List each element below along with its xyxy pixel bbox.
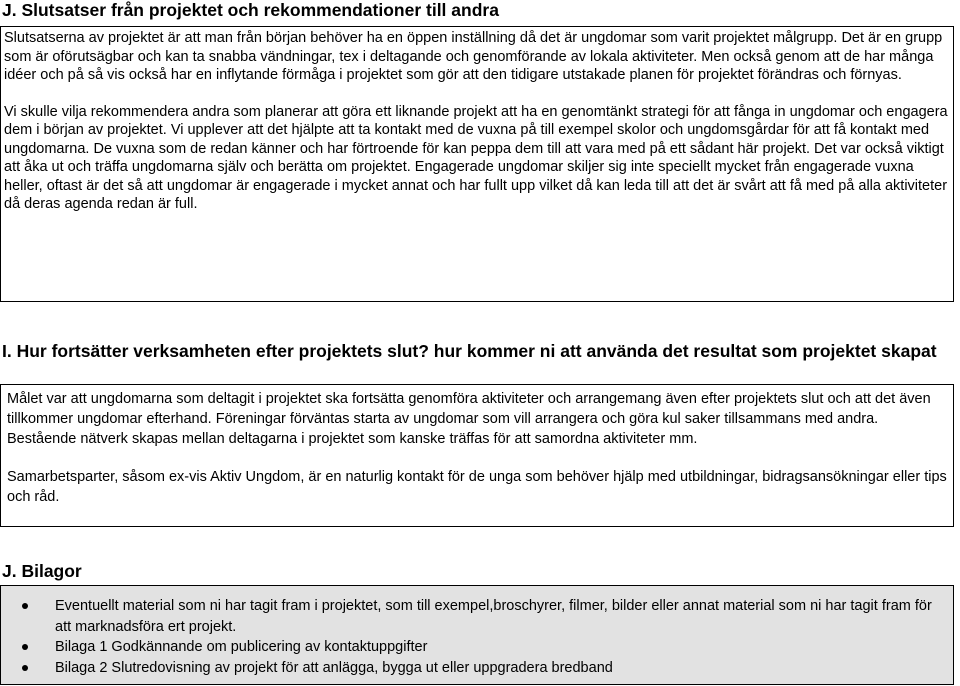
bilagor-list-item	[17, 658, 947, 679]
section-j-paragraph-2: Vi skulle vilja rekommendera andra som planerar att göra ett liknande projekt att ha en genomtänkt strategi för att fånga in ungdomar och engagera dem i början av projektet. Vi upplever att det hjälpte att ta kontakt med de vuxna på till exempel skolor och ungdomsgårdar för att få kontakt med ungdomarna. De vuxna som de redan känner och har förtroende för kan peppa dem till att vara med på ett sådant här projekt. Det var också viktigt att åka ut och träffa ungdomarna själv och berätta om projektet. Engagerade ungdomar skiljer sig inte speciellt mycket från engagerade vuxna heller, oftast är det så att ungdomar är engagerade i mycket annat och har fullt upp vilket då kan leda till att det är svårt att få med på alla aktiviteter då deras agenda redan är full.	[4, 103, 948, 212]
section-bilagor-box	[0, 585, 954, 685]
section-j-box	[0, 26, 954, 302]
bullet-icon	[22, 603, 28, 609]
section-i-paragraph-1: Målet var att ungdomarna som deltagit i projektet ska fortsätta genomföra aktiviteter och arrangemang även efter projektets slut och att det även tillkommer ungdomar efterhand. Föreningar förväntas starta av ungdomar som vill arrangera och göra kul saker tillsammans med andra. Bestående nätverk skapas mellan deltagarna i projektet som kanske träffas för att samordna aktiviteter mm.	[7, 391, 931, 447]
bilagor-list	[17, 596, 947, 678]
bullet-icon	[22, 665, 28, 671]
bilagor-item-text: Bilaga 2 Slutredovisning av projekt för att anlägga, bygga ut eller uppgradera bredband	[55, 659, 613, 676]
section-bilagor-title: J. Bilagor	[2, 561, 82, 581]
section-j-title: J. Slutsatser från projektet och rekommendationer till andra	[2, 0, 499, 20]
section-i-box	[0, 384, 954, 527]
bilagor-item-text: Bilaga 1 Godkännande om publicering av kontaktuppgifter	[55, 639, 428, 655]
bilagor-list-item	[17, 637, 947, 658]
section-i-title: I. Hur fortsätter verksamheten efter projektets slut? hur kommer ni att använda det resultat som projektet skapat	[2, 341, 937, 361]
bullet-icon	[22, 644, 28, 650]
bilagor-item-text: Eventuellt material som ni har tagit fram i projektet, som till exempel,broschyrer, filmer, bilder eller annat material som ni har tagit fram för att marknadsföra ert projekt.	[55, 598, 932, 635]
section-j-paragraph-1: Slutsatserna av projektet är att man från början behöver ha en öppen inställning då det är ungdomar som varit projektet målgrupp. Det är en grupp som är oförutsägbar och kan ta snabba vändningar, tex i deltagande och genomförande av lokala aktiviteter. Men också genom att de har många idéer och på så vis också har en inflytande förmåga i projektet som gör att den tidigare utstakade planen för projektet förändras och förnyas.	[4, 30, 943, 83]
section-i-paragraph-2: Samarbetsparter, såsom ex-vis Aktiv Ungdom, är en naturlig kontakt för de unga som behöver hjälp med utbildningar, bidragsansökningar eller tips och råd.	[7, 469, 947, 505]
bilagor-list-item	[17, 596, 947, 637]
